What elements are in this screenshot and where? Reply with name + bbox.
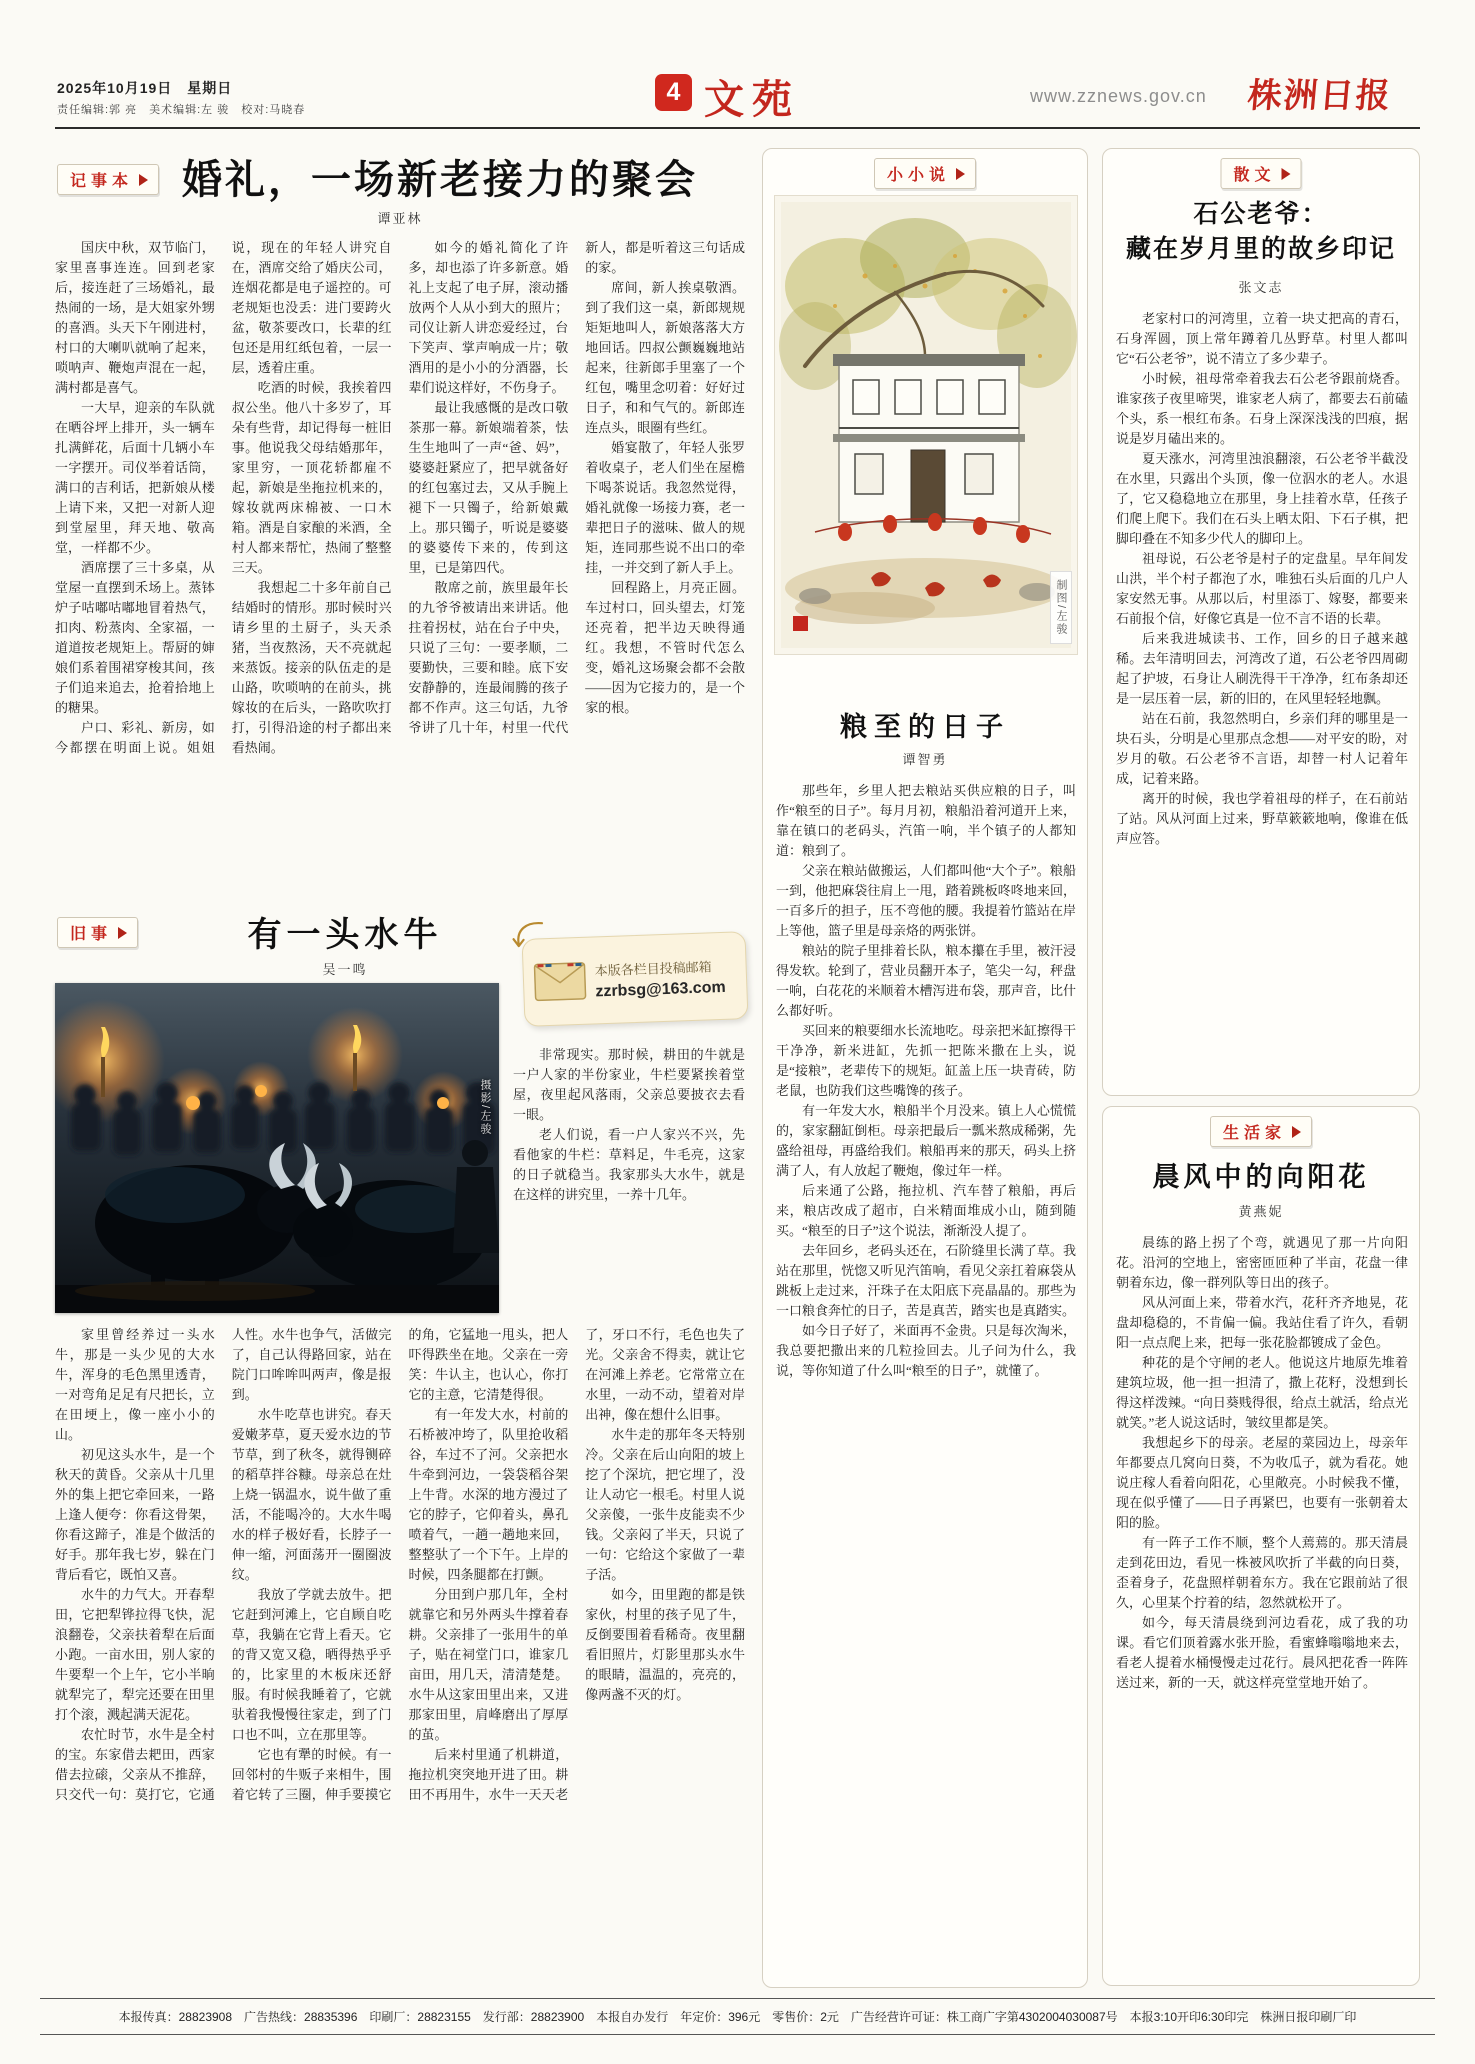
life-box [1102,1106,1420,1986]
illustration-credit: 制图/左骏 [1050,571,1072,644]
website-url: www.zznews.gov.cn [1030,86,1207,106]
publication-date: 2025年10月19日 星期日 [57,80,233,96]
article-author-buffalo: 吴一鸣 [322,962,368,977]
article-title-shigong-line1: 石公老爷： [1193,200,1329,228]
article-title-shigong-line2: 藏在岁月里的故乡印记 [1125,235,1396,263]
buffalo-night-photo [55,983,499,1313]
article-title-sunflower: 晨风中的向阳花 [1152,1162,1370,1192]
article-buffalo [55,905,745,1983]
article-body-buffalo: 家里曾经养过一头水牛，那是一头少见的大水牛，浑身的毛色黑里透青，一对弯角足足有尺把长，立在田埂上，像一座小小的山。 初见这头水牛，是一个秋天的黄昏。父亲从十几里外的集上把它牵回来，一路上逢人便夸：你看这骨架，你看这蹄子，准是个做活的好手。那年我七岁，躲在门背后看它，既怕又喜。 水牛的力气大。开春犁田，它把犁铧拉得飞快，泥浪翻卷，父亲扶着犁在后面小跑。一亩水田，别人家的牛要犁一个上午，它小半晌就犁完了，犁完还要在田里打个滚，溅起满天泥花。 农忙时节，水牛是全村的宝。东家借去耙田，西家借去拉磙，父亲从不推辞，只交代一句：莫打它，它通人性。水牛也争气，活做完了，自己认得路回家，站在院门口哞哞叫两声，像是报到。 水牛吃草也讲究。春天爱嫩茅草，夏天爱水边的节节草，到了秋冬，就得铡碎的稻草拌谷糠。母亲总在灶上烧一锅温水，说牛做了重活，不能喝冷的。大水牛喝水的样子极好看，长脖子一伸一缩，河面荡开一圈圈波纹。 我放了学就去放牛。把它赶到河滩上，它自顾自吃草，我躺在它背上看天。它的背又宽又稳，晒得热乎乎的，比家里的木板床还舒服。有时候我睡着了，它就驮着我慢慢往家走，到了门口也不叫，立在那里等。 它也有犟的时候。有一回邻村的牛贩子来相牛，围着它转了三圈，伸手要摸它的角，它猛地一甩头，把人吓得跌坐在地。父亲在一旁笑：牛认主，也认心，你打它的主意，它清楚得很。 有一年发大水，村前的石桥被冲垮了，队里抢收稻谷，车过不了河。父亲把水牛牵到河边，一袋袋稻谷架上牛背。水深的地方漫过了它的脖子，它仰着头，鼻孔喷着气，一趟一趟地来回，整整驮了一个下午。上岸的时候，四条腿都在打颤。 分田到户那几年，全村就靠它和另外两头牛撑着春耕。父亲排了一张用牛的单子，贴在祠堂门口，谁家几亩田，用几天，清清楚楚。水牛从这家田里出来，又进那家田里，肩峰磨出了厚厚的茧。 后来村里通了机耕道，拖拉机突突地开进了田。耕田不再用牛，水牛一天天老了，牙口不行，毛色也失了光。父亲舍不得卖，就让它在河滩上养老。它常常立在水里，一动不动，望着对岸出神，像在想什么旧事。 水牛走的那年冬天特别冷。父亲在后山向阳的坡上挖了个深坑，把它埋了，没让人动它一根毛。村里人说父亲傻，一张牛皮能卖不少钱。父亲闷了半天，只说了一句：它给这个家做了一辈子活。 如今，田里跑的都是铁家伙，村里的孩子见了牛，反倒要围着看稀奇。夜里翻看旧照片，灯影里那头水牛的眼睛，温温的，亮亮的，像两盏不灭的灯。 [55,1327,745,1802]
buffalo-photo-illustration [55,983,499,1313]
article-wedding [55,148,745,906]
header-divider [55,127,1420,129]
curl-arrow-icon [508,919,549,954]
article-title-buffalo: 有一头水牛 [247,916,443,954]
article-author-sunflower: 黄燕妮 [1238,1204,1284,1219]
article-title-shigong [1103,197,1419,267]
article-author-wedding: 谭亚林 [377,211,423,226]
page-number-badge: 4 [655,74,692,111]
article-body-grain: 那些年，乡里人把去粮站买供应粮的日子，叫作“粮至的日子”。每月月初，粮船沿着河道开上来，靠在镇口的老码头，汽笛一响，半个镇子的人都知道：粮到了。 父亲在粮站做搬运，人们都叫他“大个子”。粮船一到，他把麻袋往肩上一甩，踏着跳板咚咚地来回，一百多斤的担子，压不弯他的腰。我提着竹篮站在岸上等他，篮子里是母亲烙的两张饼。 粮站的院子里排着长队，粮本攥在手里，被汗浸得发软。轮到了，营业员翻开本子，笔尖一勾，秤盘一响，白花花的米顺着木槽泻进布袋，那声音，比什么都好听。 买回来的粮要细水长流地吃。母亲把米缸擦得干干净净，新米进缸，先抓一把陈米撒在上头，说是“接粮”，老辈传下的规矩。缸盖上压一块青砖，防老鼠，也防我们这些嘴馋的孩子。 有一年发大水，粮船半个月没来。镇上人心慌慌的，家家翻缸倒柜。母亲把最后一瓢米熬成稀粥，先盛给祖母，再盛给我们。粮船再来的那天，码头上挤满了人，有人放起了鞭炮，像过年一样。 后来通了公路，拖拉机、汽车替了粮船，再后来，粮店改成了超市，白米精面堆成小山，随到随买。“粮至的日子”这个说法，渐渐没人提了。 去年回乡，老码头还在，石阶缝里长满了草。我站在那里，恍惚又听见汽笛响，看见父亲扛着麻袋从跳板上走过来，汗珠子在太阳底下亮晶晶的。那些为一口粮食奔忙的日子，苦是真苦，踏实也是真踏实。 如今日子好了，米面再不金贵。只是每次淘米，我总要把撒出来的几粒捡回去。儿子问为什么，我说，等你知道了什么叫“粮至的日子”，就懂了。 [776,783,1076,1378]
article-title-wedding: 婚礼，一场新老接力的聚会 [182,158,698,202]
article-body-wedding: 国庆中秋，双节临门，家里喜事连连。回到老家后，接连赶了三场婚礼，最热闹的一场，是大姐家外甥的喜酒。头天下午刚进村，村口的大喇叭就响了起来，唢呐声、鞭炮声混在一起，满村都是喜气。 一大早，迎亲的车队就在晒谷坪上排开，头一辆车扎满鲜花，后面十几辆小车一字摆开。司仪举着话筒，满口的吉利话，把新娘从楼上请下来，又把一对新人迎到堂屋里，拜天地、敬高堂，一样都不少。 酒席摆了三十多桌，从堂屋一直摆到禾场上。蒸钵炉子咕嘟咕嘟地冒着热气，扣肉、粉蒸肉、全家福，一道道按老规矩上。帮厨的婶娘们系着围裙穿梭其间，孩子们追来追去，抢着拾地上的糖果。 户口、彩礼、新房，如今都摆在明面上说。姐姐说，现在的年轻人讲究自在，酒席交给了婚庆公司，连烟花都是电子遥控的。可老规矩也没丢：进门要跨火盆，敬茶要改口，长辈的红包还是用红纸包着，一层一层，透着庄重。 吃酒的时候，我挨着四叔公坐。他八十多岁了，耳朵有些背，却记得每一桩旧事。他说我父母结婚那年，家里穷，一顶花轿都雇不起，新娘是坐拖拉机来的，嫁妆就两床棉被、一口木箱。酒是自家酿的米酒，全村人都来帮忙，热闹了整整三天。 我想起二十多年前自己结婚时的情形。那时候时兴请乡里的土厨子，头天杀猪，当夜熬汤，天不亮就起来蒸饭。接亲的队伍走的是山路，吹唢呐的在前头，挑嫁妆的在后头，一路吹吹打打，引得沿途的村子都出来看热闹。 如今的婚礼简化了许多，却也添了许多新意。婚礼上支起了电子屏，滚动播放两个人从小到大的照片；司仪让新人讲恋爱经过，台下笑声、掌声响成一片；敬酒用的是小小的分酒器，长辈们说这样好，不伤身子。 最让我感慨的是改口敬茶那一幕。新娘端着茶，怯生生地叫了一声“爸、妈”，婆婆赶紧应了，把早就备好的红包塞过去，又从手腕上褪下一只镯子，给新娘戴上。那只镯子，听说是婆婆的婆婆传下来的，传到这里，已是第四代。 散席之前，族里最年长的九爷爷被请出来讲话。他拄着拐杖，站在台子中央，只说了三句：一要孝顺，二要勤快，三要和睦。底下安安静静的，连最闹腾的孩子都不作声。这三句话，九爷爷讲了几十年，村里一代代新人，都是听着这三句话成的家。 席间，新人挨桌敬酒。到了我们这一桌，新郎规规矩矩地叫人，新娘落落大方地回话。四叔公颤巍巍地站起来，往新郎手里塞了一个红包，嘴里念叨着：好好过日子，和和气气的。新郎连连点头，眼圈有些红。 婚宴散了，年轻人张罗着收桌子，老人们坐在屋檐下喝茶说话。我忽然觉得，婚礼就像一场接力赛，老一辈把日子的滋味、做人的规矩，连同那些说不出口的牵挂，一并交到了新人手上。 回程路上，月亮正圆。车过村口，回头望去，灯笼还亮着，把半边天映得通红。我想，不管时代怎么变，婚礼这场聚会都不会散——因为它接力的，是一个家的根。 [55,240,745,755]
section-tag-essay: 散文 [1220,158,1301,189]
footer-info-text: 本报传真：28823908 广告热线：28835396 印刷厂：28823155 发行部：28823900 本报自办发行 年定价：396元 零售价：2元 广告经营许可证：株工商广字第4302004030087号 本报3:10开印6:30印完 株洲日报印刷厂印 [118,2010,1357,2024]
article-body-sunflower: 晨练的路上拐了个弯，就遇见了那一片向阳花。沿河的空地上，密密匝匝种了半亩，花盘一律朝着东边，像一群列队等日出的孩子。 风从河面上来，带着水汽，花秆齐齐地晃，花盘却稳稳的，不肯偏一偏。我站住看了许久，看朝阳一点点爬上来，把每一张花脸都镀成了金色。 种花的是个守闸的老人。他说这片地原先堆着建筑垃圾，他一担一担清了，撒上花籽，没想到长得这样泼辣。“向日葵贱得很，给点土就活，给点光就笑。”老人说这话时，皱纹里都是笑。 我想起乡下的母亲。老屋的菜园边上，母亲年年都要点几窝向日葵，不为收瓜子，就为看花。她说庄稼人看着向阳花，心里敞亮。小时候我不懂，现在似乎懂了——日子再紧巴，也要有一张朝着太阳的脸。 有一阵子工作不顺，整个人蔫蔫的。那天清晨走到花田边，看见一株被风吹折了半截的向日葵，歪着身子，花盘照样朝着东方。我在它跟前站了很久，心里某个拧着的结，忽然就松开了。 如今，每天清晨绕到河边看花，成了我的功课。看它们顶着露水张开脸，看蜜蜂嗡嗡地来去，看老人提着水桶慢慢走过花行。晨风把花香一阵阵送过来，新的一天，就这样亮堂堂地开始了。 [1116,1235,1408,1690]
photo-credit: 摄影/左骏 [479,1079,491,1137]
newspaper-masthead: 株洲日报 [1246,78,1394,115]
section-tag-life: 生活家 [1210,1116,1312,1147]
article-author-grain: 谭智勇 [902,752,948,767]
article-author-shigong: 张文志 [1238,280,1284,295]
section-title: 文苑 [704,78,800,122]
story-illustration [774,195,1078,655]
footer-divider-bottom [40,2034,1435,2035]
article-title-grain: 粮至的日子 [840,712,1010,742]
mailbox-email: zzrbsg@163.com [595,978,726,1000]
editors-line: 责任编辑:郭 亮 美术编辑:左 骏 校对:马晓春 [57,104,306,116]
essay-box [1102,148,1420,1096]
article-side-column-buffalo: 非常现实。那时候，耕田的牛就是一户人家的半份家业，牛栏要紧挨着堂屋，夜里起风落雨，父亲总要披衣去看一眼。 老人们说，看一户人家兴不兴，先看他家的牛栏：草料足，牛毛亮，这家的日子就稳当。我家那头大水牛，就是在这样的讲究里，一养十几年。 [513,1047,745,1202]
section-tag-old-things: 旧事 [57,917,138,948]
mailbox-label: 本版各栏目投稿邮箱 [594,958,712,978]
envelope-icon [533,962,586,1002]
short-story-box [762,148,1088,1988]
footer-divider-top [40,1998,1435,1999]
section-tag-notebook: 记事本 [57,164,159,195]
section-tag-short-story: 小小说 [874,158,976,189]
submission-mailbox-card [522,931,749,1027]
article-body-shigong: 老家村口的河湾里，立着一块丈把高的青石，石身浑圆，顶上常年蹲着几丛野草。村里人都叫它“石公老爷”，说不清立了多少辈子。 小时候，祖母常牵着我去石公老爷跟前烧香。谁家孩子夜里啼哭，谁家老人病了，都要去石前磕个头，系一根红布条。石身上深深浅浅的凹痕，据说是岁月磕出来的。 夏天涨水，河湾里浊浪翻滚，石公老爷半截没在水里，只露出个头顶，像一位泅水的老人。水退了，它又稳稳地立在那里，身上挂着水草，任孩子们爬上爬下。我们在石头上晒太阳、下石子棋，把脚印叠在不知多少代人的脚印上。 祖母说，石公老爷是村子的定盘星。早年间发山洪，半个村子都泡了水，唯独石头后面的几户人家安然无事。从那以后，村里添丁、嫁娶，都要来石前报个信，好像它真是一位不言不语的长辈。 后来我进城读书、工作，回乡的日子越来越稀。去年清明回去，河湾改了道，石公老爷四周砌起了护坡，石身让人刷洗得干干净净，红布条却还是一层压着一层，新的旧的，在风里轻轻地飘。 站在石前，我忽然明白，乡亲们拜的哪里是一块石头，分明是心里那点念想——对平安的盼，对岁月的敬。石公老爷不言语，却替一村人记着年成，记着来路。 离开的时候，我也学着祖母的样子，在石前站了站。风从河面上过来，野草簌簌地响，像谁在低声应答。 [1116,311,1408,846]
